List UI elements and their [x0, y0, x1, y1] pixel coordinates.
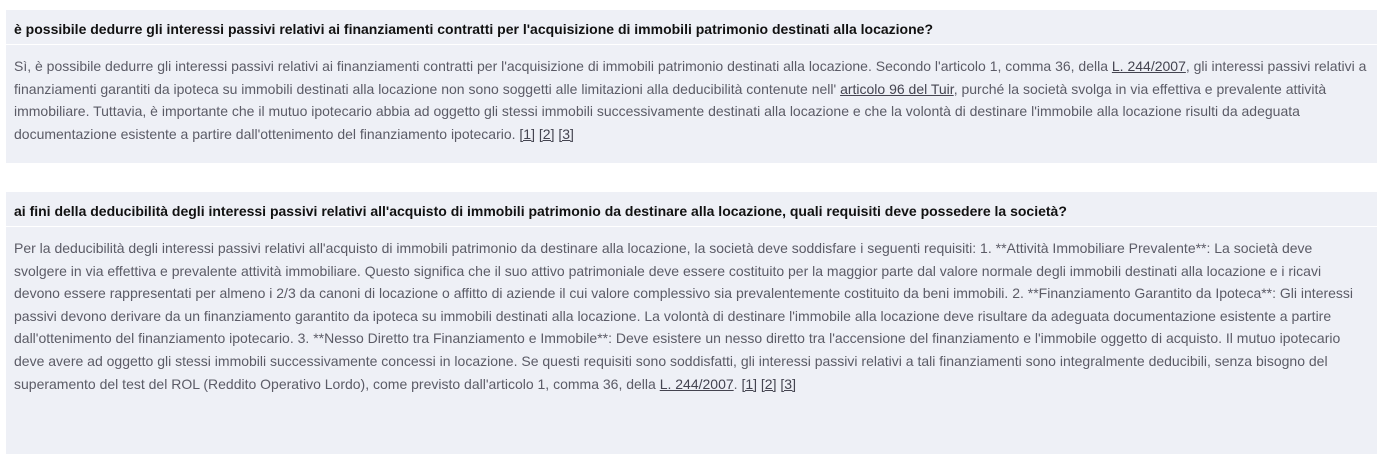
- question-title: ai fini della deducibilità degli interessi passivi relativi all'acquisto di immobili patrimonio da destinare alla locazione, quali requisiti deve possedere la società?: [14, 203, 1067, 219]
- answer-text: [6, 227, 1377, 395]
- answer-segment: Per la deducibilità degli interessi passivi relativi all'acquisto di immobili patrimonio da destinare alla locazione, la società deve soddisfare i seguenti requisiti: 1. **Attività Immobiliare Prevalente**: La società deve svolgere in via effettiva e prevalente attività immobiliare. Questo significa che il suo attivo patrimoniale deve essere costituito per la maggior parte dal valore normale degli immobili destinati alla locazione e i ricavi devono essere rappresentati per almeno i 2/3 da canoni di locazione o affitto di aziende il cui valore complessivo sia prevalentemente costituito da beni immobili. 2. **Finanziamento Garantito da Ipoteca**: Gli interessi passivi devono derivare da un finanziamento garantito da ipoteca su immobili destinati alla locazione. La volontà di destinare l'immobile alla locazione deve risultare da adeguata documentazione esistente a partire dall'ottenimento del finanziamento ipotecario. 3. **Nesso Diretto tra Finanziamento e Immobile**: Deve esistere un nesso diretto tra l'accensione del finanziamento e l'immobile oggetto di acquisto. Il mutuo ipotecario deve avere ad oggetto gli stessi immobili successivamente concessi in locazione. Se questi requisiti sono soddisfatti, gli interessi passivi relativi a tali finanziamenti sono integralmente deducibili, senza bisogno del superamento del test del ROL (Reddito Operativo Lordo), come previsto dall'articolo 1, comma 36, della: [14, 240, 1354, 392]
- question-title: è possibile dedurre gli interessi passivi relativi ai finanziamenti contratti per l'acquisizione di immobili patrimonio destinati alla locazione?: [14, 21, 933, 37]
- answer-segment: , gli interessi passivi relativi a finanziamenti garantiti da ipoteca su immobili destinati alla locazione non sono soggetti alle limitazioni alla deducibilità contenute nell': [14, 58, 1367, 97]
- reference-link-3[interactable]: [3]: [558, 125, 574, 142]
- qa-card-1: [6, 10, 1377, 163]
- answer-segment: , purché la società svolga in via effettiva e prevalente attività immobiliare. Tuttavia, è importante che il mutuo ipotecario abbia ad oggetto gli stessi immobili successivamente destinati alla locazione e che la volontà di destinare l'immobile alla locazione risulti da adeguata documentazione esistente a partire dall'ottenimento del finanziamento ipotecario.: [14, 80, 1327, 142]
- law-link-244-2007[interactable]: L. 244/2007: [659, 375, 734, 392]
- answer-segment: .: [733, 375, 742, 392]
- reference-link-1[interactable]: [1]: [741, 375, 758, 392]
- reference-link-3[interactable]: [3]: [780, 375, 796, 392]
- law-link-244-2007[interactable]: L. 244/2007: [1111, 58, 1186, 74]
- reference-link-2[interactable]: [2]: [760, 375, 777, 392]
- reference-link-1[interactable]: [1]: [519, 125, 535, 142]
- qa-card-2: [6, 192, 1377, 454]
- reference-link-2[interactable]: [2]: [538, 125, 555, 142]
- answer-text: [6, 45, 1377, 145]
- answer-segment: Sì, è possibile dedurre gli interessi passivi relativi ai finanziamenti contratti per l'acquisizione di immobili patrimonio destinati alla locazione. Secondo l'articolo 1, comma 36, della: [14, 58, 1112, 74]
- tuir-article-96-link[interactable]: articolo 96 del Tuir: [840, 80, 954, 97]
